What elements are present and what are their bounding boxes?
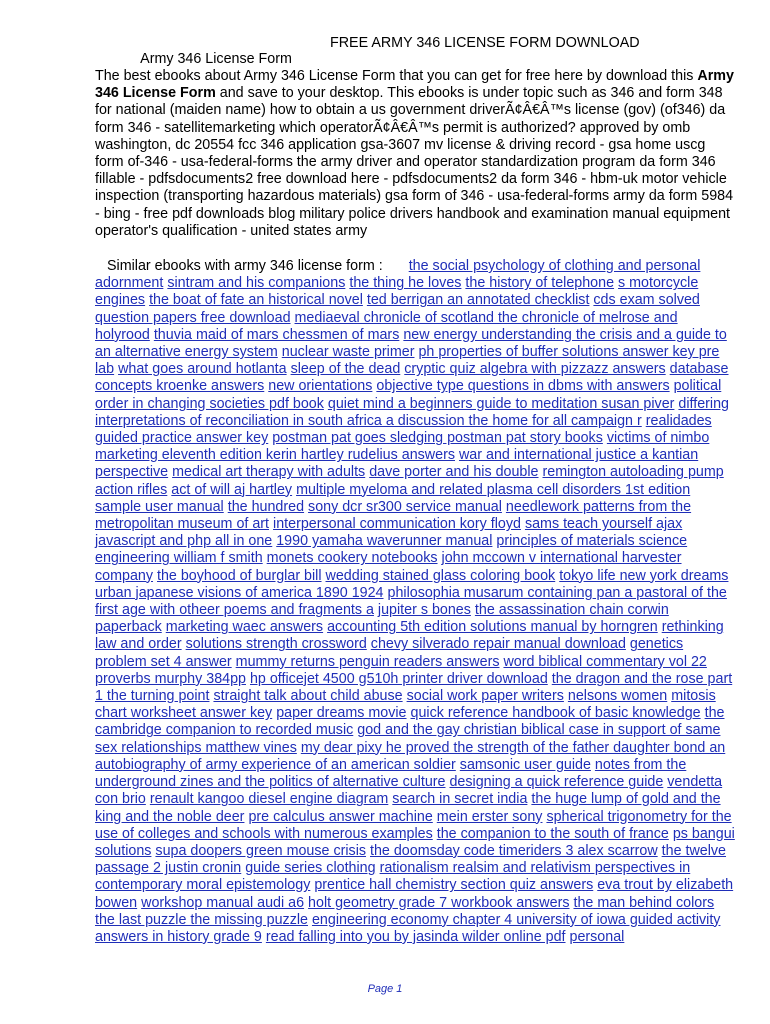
ebook-link[interactable]: the assassination chain corwin paperback bbox=[95, 602, 669, 636]
ebook-link[interactable]: new energy understanding the crisis and a guide to an alternative energy system bbox=[95, 326, 727, 361]
page-number: Page 1 bbox=[367, 983, 403, 995]
ebook-link[interactable]: samsonic user guide bbox=[459, 756, 591, 773]
ebook-link[interactable]: what goes around hotlanta bbox=[118, 361, 287, 378]
ebook-link[interactable]: principles of materials science engineering william f smith bbox=[95, 533, 688, 567]
ebook-link[interactable]: straight talk about child abuse bbox=[213, 688, 403, 705]
ebook-link[interactable]: the doomsday code timeriders 3 alex scarrow bbox=[370, 842, 658, 859]
ebook-link[interactable]: social work paper writers bbox=[406, 688, 564, 705]
ebook-link[interactable]: genetics problem set 4 answer bbox=[95, 636, 684, 670]
ebook-link[interactable]: war and international justice a kantian perspective bbox=[95, 447, 699, 481]
ebook-link[interactable]: pre calculus answer machine bbox=[248, 808, 433, 825]
ebook-link[interactable]: eva trout by elizabeth bowen bbox=[95, 877, 734, 911]
ebook-link[interactable]: the social psychology of clothing and personal adornment bbox=[95, 258, 701, 292]
intro-text-1: The best ebooks about Army 346 License Form that you can get for free here by download this bbox=[95, 68, 698, 84]
ebook-link[interactable]: dave porter and his double bbox=[369, 464, 539, 481]
ebook-link[interactable]: jupiter s bones bbox=[377, 602, 471, 619]
ebook-link[interactable]: the companion to the south of france bbox=[436, 825, 669, 842]
ebook-link[interactable]: the twelve passage 2 justin cronin bbox=[95, 842, 727, 877]
ebook-link[interactable]: john mccown v international harvester company bbox=[95, 550, 682, 584]
ebook-link[interactable]: remington autoloading pump action rifles bbox=[95, 464, 724, 498]
intro-paragraph bbox=[95, 68, 735, 240]
ebook-link[interactable]: vendetta con brio bbox=[95, 774, 723, 808]
ebook-link[interactable]: engineering economy chapter 4 university of iowa guided activity answers in history grade 9 bbox=[95, 911, 721, 945]
ebook-link[interactable]: nelsons women bbox=[567, 688, 668, 705]
ebook-link[interactable]: monets cookery notebooks bbox=[266, 550, 438, 567]
ebook-link[interactable]: search in secret india bbox=[392, 791, 528, 808]
ebook-link[interactable]: word biblical commentary vol 22 proverbs murphy 384pp bbox=[95, 653, 707, 687]
ebook-link[interactable]: differing interpretations of reconciliation in south africa a discussion the home for all campaign r bbox=[95, 395, 730, 429]
ebook-link[interactable]: sample user manual bbox=[95, 498, 224, 515]
ebook-link[interactable]: workshop manual audi a6 bbox=[141, 894, 305, 911]
ebook-link[interactable]: thuvia maid of mars chessmen of mars bbox=[153, 326, 400, 343]
ebook-link[interactable]: cryptic quiz algebra with pizzazz answers bbox=[404, 361, 666, 378]
ebook-link[interactable]: god and the gay christian biblical case in support of same sex relationships matthew vines bbox=[95, 722, 721, 756]
ebook-link[interactable]: mitosis chart worksheet answer key bbox=[95, 688, 716, 722]
ebook-link[interactable]: guide series clothing bbox=[245, 860, 376, 877]
ebook-link[interactable]: political order in changing societies pdf book bbox=[95, 378, 722, 412]
ebook-link[interactable]: tokyo life new york dreams urban japanese visions of america 1890 1924 bbox=[95, 567, 729, 601]
ebook-link[interactable]: sams teach yourself ajax javascript and php all in one bbox=[95, 516, 683, 550]
ebook-link[interactable]: the man behind colors the last puzzle the missing puzzle bbox=[95, 894, 715, 928]
header-title-right: FREE ARMY 346 LICENSE FORM DOWNLOAD bbox=[330, 35, 640, 51]
ebook-link[interactable]: renault kangoo diesel engine diagram bbox=[149, 791, 389, 808]
ebook-link[interactable]: holt geometry grade 7 workbook answers bbox=[308, 894, 570, 911]
ebook-link[interactable]: the boat of fate an historical novel bbox=[149, 292, 363, 309]
ebook-link[interactable]: supa doopers green mouse crisis bbox=[155, 842, 367, 859]
intro-text-2: and save to your desktop. This ebooks is under topic such as 346 and form 348 for national (maiden name) how to obtain a us government driverÃ¢Â€Â™s license (gov) (of346) da form 346 - satellitemarketing which operatorÃ¢Â€Â™s permit is authorized? approved by omb washington, dc 20554 fcc 346 application gsa-3607 mv license & driving record - gsa home uscg form of-346 - usa-federal-forms the army driver and operator standardization program da form 346 fillable - pdfsdocuments2 free download here - pdfsdocuments2 da form 346 - hbm-uk motor vehicle inspection (transporting hazardous materials) gsa form of 346 - usa-federal-forms army da form 5984 - bing - free pdf downloads blog military police drivers handbook and examination manual equipment operator's qualification - united states army bbox=[95, 85, 734, 239]
ebook-link[interactable]: designing a quick reference guide bbox=[449, 774, 664, 791]
ebook-link[interactable]: sony dcr sr300 service manual bbox=[308, 498, 502, 515]
ebook-link[interactable]: my dear pixy he proved the strength of the father daughter bond an autobiography of army experience of an american soldier bbox=[95, 739, 726, 773]
ebook-link[interactable]: s motorcycle engines bbox=[95, 275, 699, 309]
ebook-link[interactable]: cds exam solved question papers free download bbox=[95, 292, 700, 326]
ebook-link[interactable]: rationalism realsim and relativism perspectives in contemporary moral epistemology bbox=[95, 860, 691, 894]
ebook-link[interactable]: sintram and his companions bbox=[167, 275, 346, 292]
similar-ebooks-section bbox=[95, 258, 735, 946]
ebook-link[interactable]: act of will aj hartley bbox=[171, 481, 293, 498]
ebook-link[interactable]: the thing he loves bbox=[349, 275, 462, 292]
ebook-link[interactable]: realidades guided practice answer key bbox=[95, 412, 712, 447]
ebook-link[interactable]: hp officejet 4500 g510h printer driver download bbox=[249, 670, 548, 687]
ebook-link[interactable]: chevy silverado repair manual download bbox=[370, 636, 626, 653]
ebook-link[interactable]: read falling into you by jasinda wilder online pdf bbox=[265, 928, 566, 945]
ebook-link[interactable]: quiet mind a beginners guide to meditation susan piver bbox=[327, 395, 675, 412]
ebook-link[interactable]: the hundred bbox=[227, 498, 305, 515]
ebook-link[interactable]: wedding stained glass coloring book bbox=[325, 567, 556, 584]
ebook-link[interactable]: solutions strength crossword bbox=[185, 636, 367, 653]
ebook-link[interactable]: rethinking law and order bbox=[95, 619, 724, 653]
ebook-link[interactable]: postman pat goes sledging postman pat story books bbox=[272, 430, 603, 447]
ebook-link[interactable]: marketing waec answers bbox=[165, 619, 324, 636]
ebook-link[interactable]: personal bbox=[569, 928, 625, 945]
similar-lead: Similar ebooks with army 346 license form : bbox=[107, 258, 383, 274]
ebook-link[interactable]: the history of telephone bbox=[465, 275, 615, 292]
ebook-link[interactable]: interpersonal communication kory floyd bbox=[273, 516, 521, 533]
ebook-link[interactable]: the dragon and the rose part 1 the turning point bbox=[95, 670, 733, 705]
ebook-link[interactable]: medical art therapy with adults bbox=[172, 464, 366, 481]
ebook-link[interactable]: mummy returns penguin readers answers bbox=[235, 653, 500, 670]
header-title-left: Army 346 License Form bbox=[140, 51, 292, 67]
ebook-link[interactable]: the boyhood of burglar bill bbox=[157, 567, 322, 584]
ebook-link[interactable]: mein erster sony bbox=[436, 808, 543, 825]
ebook-link[interactable]: accounting 5th edition solutions manual by horngren bbox=[327, 619, 658, 636]
ebook-link[interactable]: the cambridge companion to recorded music bbox=[95, 705, 725, 739]
ebook-link[interactable]: prentice hall chemistry section quiz answers bbox=[314, 877, 594, 894]
ebook-link[interactable]: 1990 yamaha waverunner manual bbox=[276, 533, 493, 550]
ebook-link[interactable]: database concepts kroenke answers bbox=[95, 361, 729, 395]
ebook-link[interactable]: ph properties of buffer solutions answer key pre lab bbox=[95, 344, 720, 378]
ebook-link[interactable]: nuclear waste primer bbox=[281, 344, 415, 361]
intro-bold-title: Army 346 License Form bbox=[95, 68, 734, 102]
ebook-link[interactable]: mediaeval chronicle of scotland the chronicle of melrose and holyrood bbox=[95, 309, 678, 343]
ebook-link[interactable]: the huge lump of gold and the king and the noble deer bbox=[95, 791, 721, 825]
ebook-link[interactable]: objective type questions in dbms with answers bbox=[376, 378, 670, 395]
ebook-link[interactable]: multiple myeloma and related plasma cell disorders 1st edition bbox=[296, 481, 691, 498]
ebook-link[interactable]: sleep of the dead bbox=[290, 361, 401, 378]
ebook-link[interactable]: spherical trigonometry for the use of colleges and schools with numerous examples bbox=[95, 808, 732, 842]
ebook-link[interactable]: ted berrigan an annotated checklist bbox=[366, 292, 590, 309]
ebook-link[interactable]: notes from the underground zines and the politics of alternative culture bbox=[95, 756, 687, 791]
ebook-link[interactable]: quick reference handbook of basic knowledge bbox=[410, 705, 701, 722]
ebook-link[interactable]: paper dreams movie bbox=[276, 705, 407, 722]
ebook-link[interactable]: philosophia musarum containing pan a pastoral of the first age with otheer poems and fragments a bbox=[95, 584, 727, 619]
ebook-link[interactable]: ps bangui solutions bbox=[95, 825, 735, 859]
ebook-link[interactable]: new orientations bbox=[268, 378, 373, 395]
ebook-link[interactable]: needlework patterns from the metropolitan museum of art bbox=[95, 498, 692, 533]
ebook-link[interactable]: victims of nimbo marketing eleventh edition kerin hartley rudelius answers bbox=[95, 430, 710, 464]
